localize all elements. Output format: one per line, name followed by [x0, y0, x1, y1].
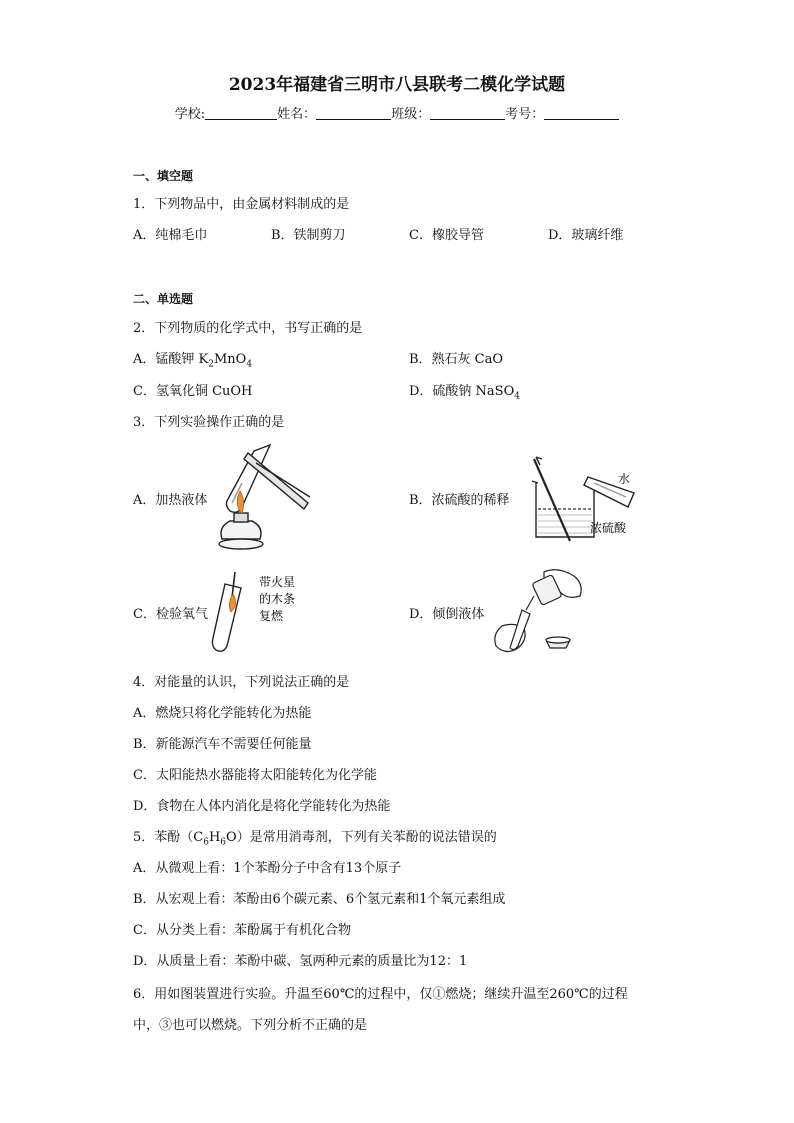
- q2-option-a: A．锰酸钾 $K_2MnO_4$: [133, 352, 253, 370]
- q1-option-b: B．铁制剪刀: [271, 228, 346, 243]
- q1-option-c: C．橡胶导管: [409, 228, 484, 243]
- q2-option-c: C．氢氧化铜 CuOH: [133, 384, 253, 399]
- q4-option-a: A．燃烧只将化学能转化为热能: [133, 706, 312, 721]
- class-label: 班级：: [391, 107, 431, 122]
- school-label: 学校:: [174, 107, 206, 122]
- student-info-line: [0, 103, 794, 122]
- q1-option-a: A．纯棉毛巾: [133, 228, 208, 243]
- q2-option-d: D．硫酸钠 NaSO$_4$: [409, 384, 520, 402]
- q4-option-d: D．食物在人体内消化是将化学能转化为热能: [133, 799, 391, 814]
- q4-stem: 4．对能量的认识，下列说法正确的是: [133, 675, 350, 690]
- q5-option-c: C．从分类上看：苯酚属于有机化合物: [133, 923, 351, 938]
- oxygen-test-illustration: [205, 566, 315, 656]
- q6-stem-line1: 6．用如图装置进行实验。升温至60℃的过程中，仅①燃烧；继续升温至260℃的过程: [133, 987, 628, 1002]
- q2-option-b: B．熟石灰 CaO: [409, 352, 504, 367]
- number-label: 考号：: [505, 107, 545, 122]
- heating-liquid-illustration: [212, 443, 312, 553]
- number-blank[interactable]: [544, 107, 619, 120]
- q3-stem: 3．下列实验操作正确的是: [133, 415, 285, 430]
- q3-option-a: A．加热液体: [133, 493, 208, 508]
- name-label: 姓名：: [277, 107, 317, 122]
- q3-option-d: D．倾倒液体: [409, 607, 485, 622]
- water-label: 水: [618, 472, 631, 486]
- q4-option-c: C．太阳能热水器能将太阳能转化为化学能: [133, 768, 377, 783]
- acid-label: 浓硫酸: [590, 521, 627, 535]
- page-title: 2023年福建省三明市八县联考二模化学试题: [228, 75, 566, 95]
- q6-stem-line2: 中，③也可以燃烧。下列分析不正确的是: [133, 1018, 368, 1033]
- name-blank[interactable]: [316, 107, 391, 120]
- school-blank[interactable]: [205, 107, 277, 120]
- q1-stem: 1．下列物品中，由金属材料制成的是: [133, 197, 350, 212]
- q5-option-d: D．从质量上看：苯酚中碳、氢两种元素的质量比为12：1: [133, 954, 468, 969]
- spark-label-3: 复燃: [259, 609, 284, 623]
- spark-label-1: 带火星: [259, 575, 296, 589]
- pouring-liquid-illustration: [488, 566, 588, 658]
- section-heading-fill: 一、填空题: [133, 169, 194, 183]
- q4-option-b: B．新能源汽车不需要任何能量: [133, 737, 312, 752]
- q3-option-c: C．检验氧气: [133, 607, 208, 622]
- acid-dilution-illustration: [522, 455, 642, 545]
- section-heading-single: 二、单选题: [133, 292, 194, 306]
- q5-option-b: B．从宏观上看：苯酚由6个碳元素、6个氢元素和1个氧元素组成: [133, 892, 506, 907]
- q5-stem: 5．苯酚$(C_6H_6O)$是常用消毒剂，下列有关苯酚的说法错误的: [133, 830, 497, 848]
- q5-option-a: A．从微观上看：1个苯酚分子中含有13个原子: [133, 861, 402, 876]
- q1-option-d: D．玻璃纤维: [548, 228, 624, 243]
- q3-option-b: B．浓硫酸的稀释: [409, 493, 510, 508]
- spark-label-2: 的木条: [259, 592, 296, 606]
- q2-stem: 2．下列物质的化学式中，书写正确的是: [133, 321, 363, 336]
- class-blank[interactable]: [430, 107, 505, 120]
